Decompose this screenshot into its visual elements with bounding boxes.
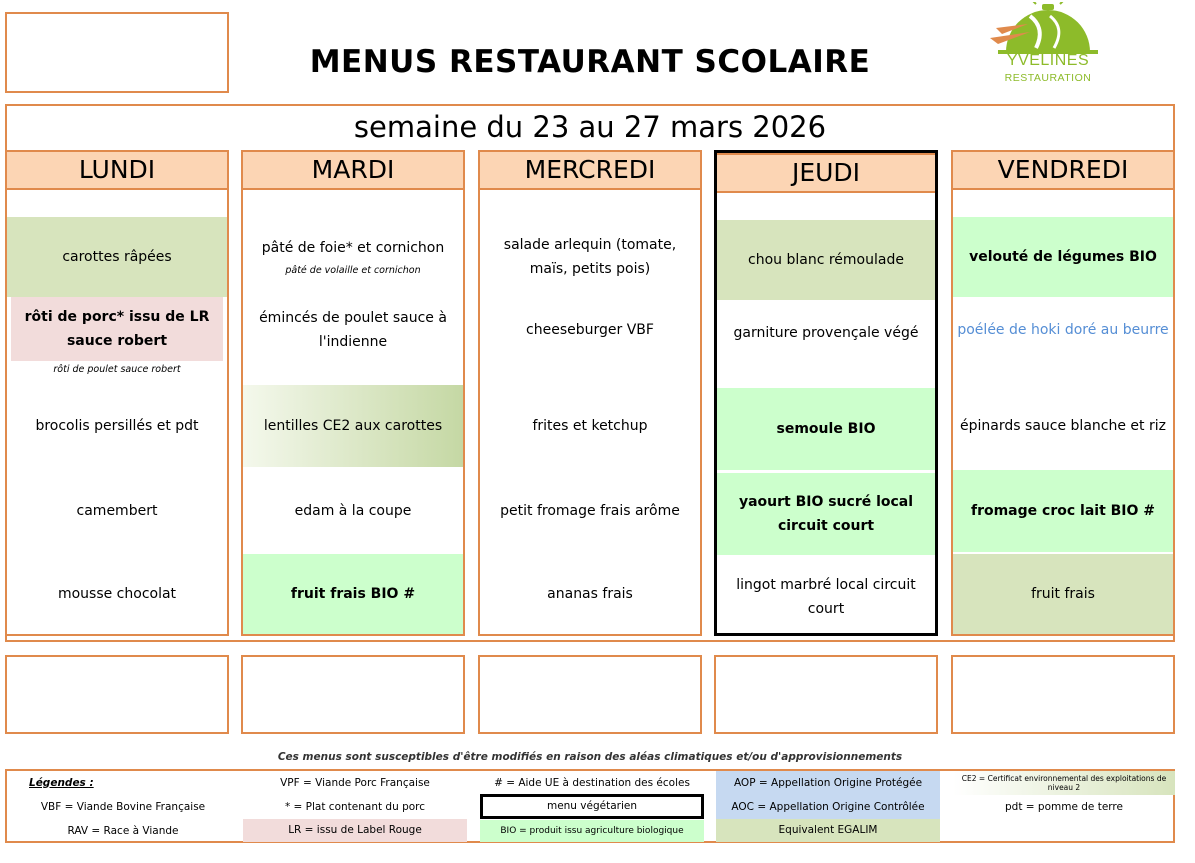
menu-item-label: garniture provençale végé [733,325,919,341]
menu-item [7,470,227,552]
menu-item-alternative: rôti de poulet sauce robert [53,364,181,375]
legend-star: * = Plat contenant du porc [284,800,426,813]
menu-item-label: petit fromage frais arôme [500,503,680,519]
menu-item [243,470,463,552]
menu-item [7,217,227,297]
notes-box-mercredi [478,655,702,734]
day-column-lundi [5,150,229,636]
menu-item [243,385,463,467]
menu-item-label: lingot marbré local circuit court [736,577,916,617]
notes-box-lundi [5,655,229,734]
menu-item [480,217,700,297]
menu-item-label: fromage croc lait BIO # [970,503,1156,519]
menu-item [953,385,1173,467]
menu-item-label: carottes râpées [62,249,172,265]
menu-item [243,297,463,363]
menu-item [480,554,700,634]
menu-item-label: fruit frais BIO # [290,586,416,602]
logo [988,2,1112,88]
disclaimer: Ces menus sont susceptibles d'être modifiés en raison des aléas climatiques et/ou d'approvisionnements [277,751,903,763]
menu-item [953,297,1173,363]
menu-item-label: cheeseburger VBF [526,322,654,338]
legend-aop: AOP = Appellation Origine Protégée [716,771,940,795]
day-column-mardi [241,150,465,636]
notes-box-vendredi [951,655,1175,734]
legend-bio: BIO = produit issu agriculture biologique [480,820,704,842]
legend-title: Légendes : [29,776,94,789]
logo-text: YVELINES [1006,52,1090,69]
menu-item [717,388,935,470]
menu-item-label: ananas frais [547,586,633,602]
day-header: LUNDI [7,150,227,190]
legend-vbf: VBF = Viande Bovine Française [40,800,206,813]
menu-item-label: émincés de poulet sauce à l'indienne [259,310,447,350]
menu-item-label: poélée de hoki doré au beurre [957,322,1169,338]
day-header: MERCREDI [480,150,700,190]
logo-icon [988,2,1112,58]
menu-item [717,557,935,637]
day-column-jeudi [714,150,938,636]
menu-item [243,554,463,634]
menu-item [7,297,227,385]
legend-aoc: AOC = Appellation Origine Contrôlée [716,795,940,819]
menu-item [243,217,463,297]
menu-item-label: yaourt BIO sucré local circuit court [738,494,914,534]
legend-ce2: CE2 = Certificat environnemental des exploitations de niveau 2 [953,771,1175,795]
day-header: JEUDI [717,153,935,193]
week-title: semaine du 23 au 27 mars 2026 [353,110,827,144]
menu-item [953,470,1173,552]
legend-lr: LR = issu de Label Rouge [243,819,467,842]
menu-item-label: frites et ketchup [532,418,648,434]
menu-item-label: semoule BIO [776,421,876,437]
menu-item-alternative: pâté de volaille et cornichon [285,265,421,276]
page-title: MENUS RESTAURANT SCOLAIRE [309,44,871,80]
legend-hash: # = Aide UE à destination des écoles [494,776,690,789]
legend-vpf: VPF = Viande Porc Française [280,776,430,789]
legend-rav: RAV = Race à Viande [67,824,179,837]
menu-item [717,300,935,366]
day-column-vendredi [951,150,1175,636]
menu-item-label: chou blanc rémoulade [748,252,904,268]
menu-item-label: velouté de légumes BIO [969,249,1157,265]
legend-pdt: pdt = pomme de terre [1005,800,1123,813]
menu-item-label: pâté de foie* et cornichon [261,240,445,256]
notes-box-mardi [241,655,465,734]
legend [5,769,1175,843]
menu-item-label: lentilles CE2 aux carottes [263,418,443,434]
menu-item-label: camembert [76,503,158,519]
day-header: VENDREDI [953,150,1173,190]
menu-item [717,220,935,300]
day-header: MARDI [243,150,463,190]
menu-item [717,473,935,555]
notes-box-jeudi [714,655,938,734]
menu-item-label: brocolis persillés et pdt [35,418,199,434]
menu-item [480,385,700,467]
menu-item [480,297,700,363]
menu-item [480,470,700,552]
menu-item-label: rôti de porc* issu de LR sauce robert [11,297,223,361]
day-column-mercredi [478,150,702,636]
menu-item-label: fruit frais [1031,586,1095,602]
menu-item-label: edam à la coupe [294,503,412,519]
legend-egalim: Equivalent EGALIM [716,819,940,842]
menu-item-label: épinards sauce blanche et riz [960,418,1166,434]
menu-item [953,217,1173,297]
legend-veg: menu végétarien [480,794,704,819]
menu-item [7,385,227,467]
menu-item [953,554,1173,634]
menu-item-label: salade arlequin (tomate, maïs, petits pois) [503,237,677,277]
menu-item [7,554,227,634]
menu-item-label: mousse chocolat [57,586,177,602]
top-left-box [5,12,229,93]
logo-subtext: RESTAURATION [1004,72,1092,84]
